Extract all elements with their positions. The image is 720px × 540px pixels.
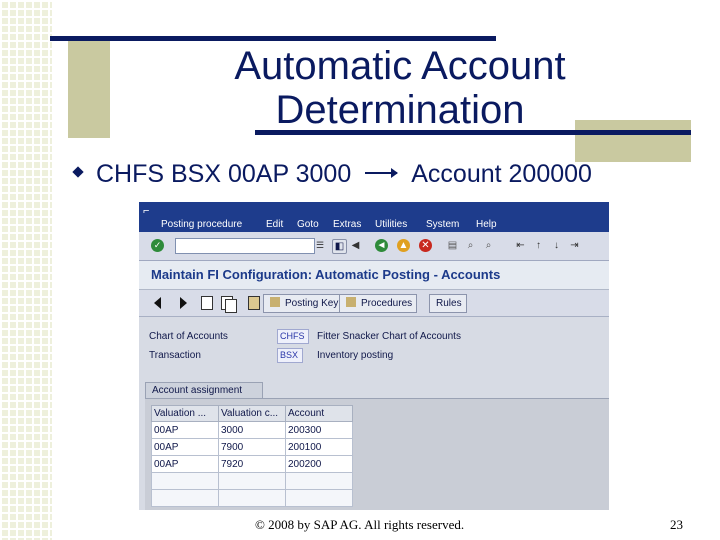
menu-posting-procedure[interactable]: Posting procedure: [161, 219, 243, 230]
table-row-empty[interactable]: [152, 490, 353, 507]
table-header-row: [152, 406, 353, 422]
sap-menubar: [139, 202, 609, 232]
table-cell-empty[interactable]: [152, 490, 219, 507]
decorative-olive-block-top: [68, 38, 110, 138]
sap-content: [139, 317, 609, 510]
table-cell[interactable]: 200300: [286, 422, 353, 439]
table-row-empty[interactable]: [152, 473, 353, 490]
table-cell[interactable]: 200100: [286, 439, 353, 456]
rules-label: Rules: [436, 298, 462, 309]
account-assignment-table: [151, 405, 353, 507]
table-cell-empty[interactable]: [219, 473, 286, 490]
system-menu-icon[interactable]: ⌐: [143, 205, 150, 217]
posting-key-icon: [270, 297, 280, 307]
dropdown-icon[interactable]: ☰: [315, 240, 325, 250]
save-icon[interactable]: ◧: [332, 239, 347, 254]
print-icon[interactable]: ▤: [447, 240, 458, 251]
chart-of-accounts-desc: Fitter Snacker Chart of Accounts: [317, 331, 461, 342]
page-number: 23: [670, 517, 683, 532]
cancel-icon[interactable]: ✕: [419, 239, 432, 252]
application-toolbar: [139, 290, 609, 317]
menu-extras[interactable]: Extras: [333, 219, 362, 230]
rules-button[interactable]: [429, 294, 467, 313]
table-row[interactable]: [152, 439, 353, 456]
table-cell[interactable]: 3000: [219, 422, 286, 439]
table-cell-empty[interactable]: [286, 490, 353, 507]
table-cell[interactable]: 200200: [286, 456, 353, 473]
bullet-item: [74, 160, 592, 189]
previous-entry-icon[interactable]: [154, 297, 161, 309]
tab-account-assignment[interactable]: Account assignment: [145, 382, 263, 399]
transaction-field[interactable]: BSX: [277, 348, 303, 363]
decorative-grid-strip: [0, 0, 52, 540]
exit-icon[interactable]: ▲: [398, 240, 409, 251]
arrow-right-icon: [365, 172, 397, 174]
table-cell-empty[interactable]: [286, 473, 353, 490]
window-title: Maintain FI Configuration: Automatic Posting - Accounts: [151, 267, 501, 282]
bullet-diamond-icon: [72, 167, 83, 178]
back-icon-green[interactable]: ◄: [376, 240, 387, 251]
procedures-button[interactable]: [339, 294, 417, 313]
command-field[interactable]: [175, 238, 315, 254]
table-cell-empty[interactable]: [219, 490, 286, 507]
sap-screenshot: [139, 202, 609, 510]
procedures-label: Procedures: [361, 298, 413, 309]
standard-toolbar: [139, 232, 609, 261]
posting-key-button[interactable]: [263, 294, 343, 313]
display-icon[interactable]: [201, 296, 213, 310]
slide-title: [120, 44, 680, 132]
last-page-icon[interactable]: ⇥: [570, 240, 579, 251]
transaction-label: Transaction: [149, 350, 201, 361]
find-next-icon[interactable]: ⌕: [485, 240, 492, 251]
table-cell[interactable]: 7900: [219, 439, 286, 456]
chart-of-accounts-label: Chart of Accounts: [149, 331, 228, 342]
column-header-valuation-modifier[interactable]: Valuation ...: [152, 406, 219, 422]
table-cell[interactable]: 00AP: [152, 439, 219, 456]
procedures-icon: [346, 297, 356, 307]
title-bar-top: [50, 36, 496, 41]
table-row[interactable]: [152, 422, 353, 439]
slide-title-line1: Automatic Account: [234, 44, 566, 88]
copy-icon-back: [225, 299, 237, 313]
window-title-bar: [139, 261, 609, 290]
next-page-icon[interactable]: ↓: [554, 240, 559, 251]
posting-key-label: Posting Key: [285, 298, 339, 309]
table-cell-empty[interactable]: [152, 473, 219, 490]
menu-edit[interactable]: Edit: [266, 219, 284, 230]
table-cell[interactable]: 00AP: [152, 456, 219, 473]
table-cell[interactable]: 7920: [219, 456, 286, 473]
account-assignment-panel: [145, 398, 609, 510]
delete-icon[interactable]: [248, 296, 260, 310]
table-row[interactable]: [152, 456, 353, 473]
column-header-valuation-class[interactable]: Valuation c...: [219, 406, 286, 422]
transaction-desc: Inventory posting: [317, 350, 394, 361]
bullet-left-text: CHFS BSX 00AP 3000: [96, 160, 352, 188]
check-icon[interactable]: ✓: [151, 239, 164, 252]
chart-of-accounts-field[interactable]: CHFS: [277, 329, 309, 344]
back-icon[interactable]: ◀: [351, 240, 360, 251]
find-icon[interactable]: ⌕: [467, 240, 474, 251]
next-entry-icon[interactable]: [180, 297, 187, 309]
prev-page-icon[interactable]: ↑: [536, 240, 541, 251]
menu-utilities[interactable]: Utilities: [375, 219, 408, 230]
bullet-right-text: Account 200000: [411, 160, 592, 188]
column-header-account[interactable]: Account: [286, 406, 353, 422]
table-cell[interactable]: 00AP: [152, 422, 219, 439]
menu-system[interactable]: System: [426, 219, 460, 230]
slide-title-line2: Determination: [275, 88, 525, 132]
menu-goto[interactable]: Goto: [297, 219, 319, 230]
first-page-icon[interactable]: ⇤: [516, 240, 525, 251]
menu-help[interactable]: Help: [476, 219, 497, 230]
copyright-footer: © 2008 by SAP AG. All rights reserved.: [255, 517, 465, 532]
